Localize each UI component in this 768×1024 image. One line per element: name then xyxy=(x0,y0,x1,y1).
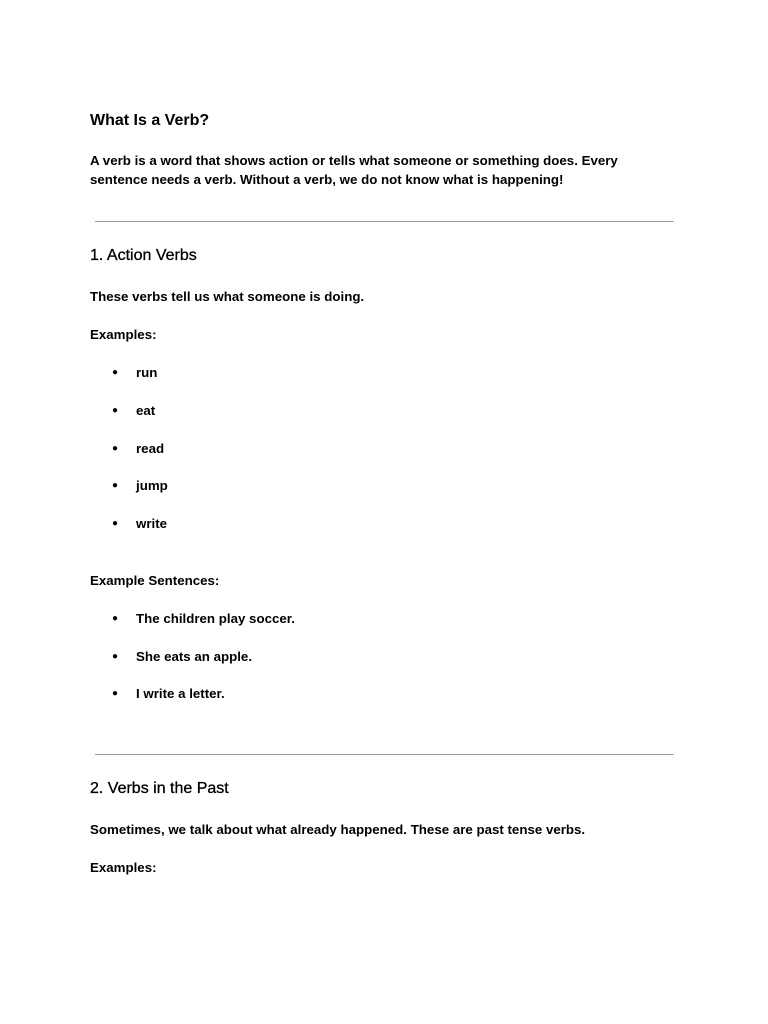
bullet-icon: ● xyxy=(112,367,119,378)
section-description: These verbs tell us what someone is doing. xyxy=(90,289,365,304)
bullet-icon: ● xyxy=(112,518,119,529)
examples-label: Examples: xyxy=(90,327,157,342)
page-title: What Is a Verb? xyxy=(90,112,210,129)
bullet-icon: ● xyxy=(112,688,119,699)
section-divider-1 xyxy=(95,221,674,222)
bullet-icon: ● xyxy=(112,613,119,624)
list-item-text: jump xyxy=(136,478,168,493)
list-item-text: write xyxy=(136,516,168,531)
examples-label: Examples: xyxy=(90,860,157,875)
list-item-text: The children play soccer. xyxy=(136,611,295,626)
list-item-text: She eats an apple. xyxy=(136,649,253,664)
bullet-icon: ● xyxy=(112,651,119,662)
bullet-icon: ● xyxy=(112,405,119,416)
section-heading-action-verbs: 1. Action Verbs xyxy=(90,247,197,264)
section-description: Sometimes, we talk about what already happened. These are past tense verbs. xyxy=(90,822,586,837)
list-item-text: I write a letter. xyxy=(136,686,225,701)
bullet-icon: ● xyxy=(112,480,119,491)
intro-paragraph-line-2: sentence needs a verb. Without a verb, we do not know what is happening! xyxy=(90,172,564,187)
bullet-icon: ● xyxy=(112,443,119,454)
example-sentences-label: Example Sentences: xyxy=(90,573,220,588)
intro-paragraph-line-1: A verb is a word that shows action or tells what someone or something does. Every xyxy=(90,153,618,168)
list-item-text: run xyxy=(136,365,158,380)
section-heading-verbs-in-the-past: 2. Verbs in the Past xyxy=(90,780,229,797)
section-divider-2 xyxy=(95,754,674,755)
list-item-text: eat xyxy=(136,403,156,418)
list-item-text: read xyxy=(136,441,165,456)
